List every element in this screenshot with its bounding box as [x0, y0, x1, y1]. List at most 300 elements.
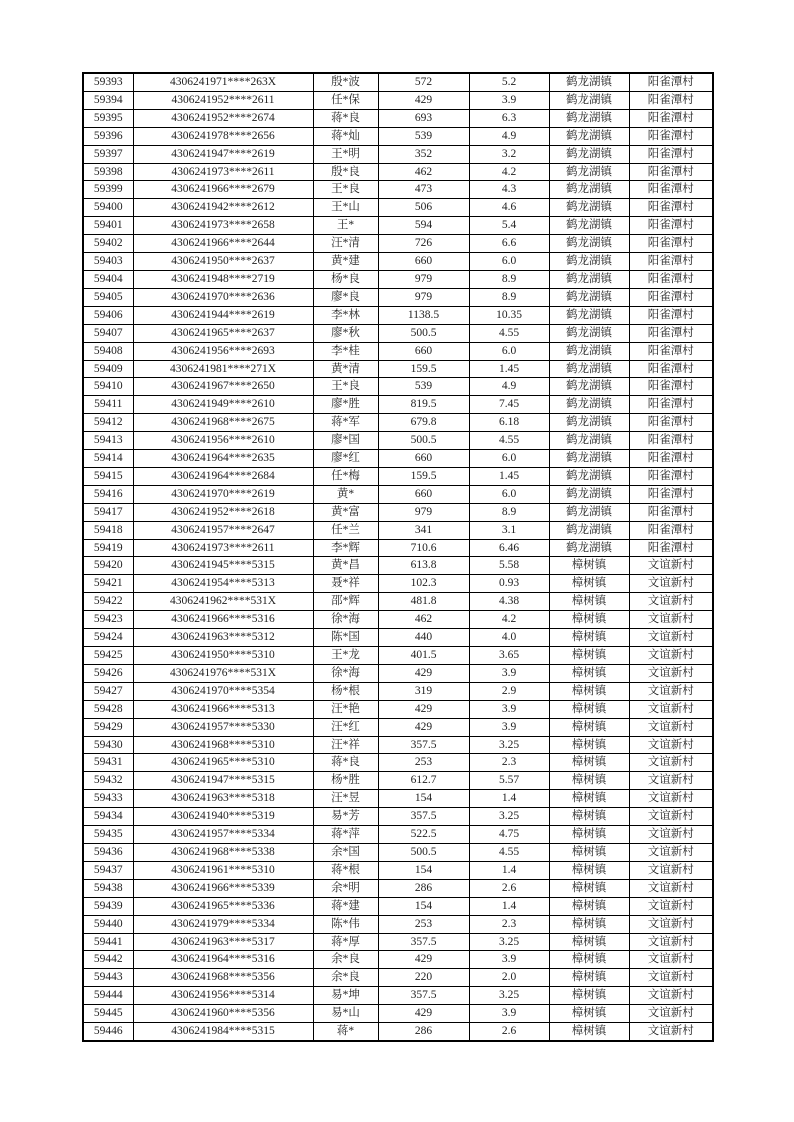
sequence-number-cell: 59435	[83, 826, 133, 844]
masked-name-cell: 陈*国	[313, 629, 378, 647]
table-row	[83, 432, 713, 450]
table-row	[83, 915, 713, 933]
town-cell: 鹤龙湖镇	[549, 163, 629, 181]
table-row	[83, 826, 713, 844]
masked-name-cell: 廖*秋	[313, 324, 378, 342]
amount-value-cell: 726	[378, 235, 469, 253]
town-cell: 樟树镇	[549, 969, 629, 987]
town-cell: 鹤龙湖镇	[549, 217, 629, 235]
masked-id-cell: 4306241965****5310	[133, 754, 313, 772]
masked-id-cell: 4306241979****5334	[133, 915, 313, 933]
sequence-number-cell: 59393	[83, 73, 133, 91]
sequence-number-cell: 59445	[83, 1005, 133, 1023]
amount-value-cell: 660	[378, 253, 469, 271]
masked-name-cell: 汪*祥	[313, 736, 378, 754]
sequence-number-cell: 59446	[83, 1023, 133, 1041]
amount-value-cell: 693	[378, 109, 469, 127]
masked-id-cell: 4306241952****2674	[133, 109, 313, 127]
amount-value-cell: 660	[378, 450, 469, 468]
village-cell: 阳雀潭村	[629, 360, 713, 378]
masked-id-cell: 4306241964****5316	[133, 951, 313, 969]
secondary-value-cell: 5.2	[469, 73, 549, 91]
masked-id-cell: 4306241956****2610	[133, 432, 313, 450]
masked-id-cell: 4306241956****5314	[133, 987, 313, 1005]
amount-value-cell: 710.6	[378, 539, 469, 557]
masked-name-cell: 余*良	[313, 951, 378, 969]
masked-id-cell: 4306241973****2611	[133, 163, 313, 181]
masked-name-cell: 蒋*建	[313, 897, 378, 915]
sequence-number-cell: 59423	[83, 611, 133, 629]
amount-value-cell: 341	[378, 521, 469, 539]
masked-name-cell: 廖*良	[313, 288, 378, 306]
town-cell: 鹤龙湖镇	[549, 396, 629, 414]
amount-value-cell: 481.8	[378, 593, 469, 611]
amount-value-cell: 979	[378, 503, 469, 521]
sequence-number-cell: 59416	[83, 485, 133, 503]
village-cell: 文谊新村	[629, 915, 713, 933]
masked-id-cell: 4306241967****2650	[133, 378, 313, 396]
town-cell: 樟树镇	[549, 682, 629, 700]
sequence-number-cell: 59438	[83, 879, 133, 897]
masked-name-cell: 蒋*灿	[313, 127, 378, 145]
table-row	[83, 879, 713, 897]
amount-value-cell: 819.5	[378, 396, 469, 414]
village-cell: 文谊新村	[629, 879, 713, 897]
masked-id-cell: 4306241957****5334	[133, 826, 313, 844]
masked-name-cell: 李*林	[313, 306, 378, 324]
town-cell: 樟树镇	[549, 557, 629, 575]
table-row	[83, 163, 713, 181]
secondary-value-cell: 10.35	[469, 306, 549, 324]
secondary-value-cell: 6.18	[469, 414, 549, 432]
secondary-value-cell: 4.6	[469, 199, 549, 217]
amount-value-cell: 500.5	[378, 432, 469, 450]
secondary-value-cell: 2.9	[469, 682, 549, 700]
sequence-number-cell: 59434	[83, 808, 133, 826]
amount-value-cell: 401.5	[378, 647, 469, 665]
village-cell: 阳雀潭村	[629, 396, 713, 414]
table-row	[83, 450, 713, 468]
masked-name-cell: 余*国	[313, 843, 378, 861]
masked-name-cell: 蒋*萍	[313, 826, 378, 844]
village-cell: 阳雀潭村	[629, 503, 713, 521]
masked-id-cell: 4306241942****2612	[133, 199, 313, 217]
masked-id-cell: 4306241966****2679	[133, 181, 313, 199]
masked-id-cell: 4306241956****2693	[133, 342, 313, 360]
sequence-number-cell: 59417	[83, 503, 133, 521]
masked-name-cell: 陈*伟	[313, 915, 378, 933]
masked-id-cell: 4306241966****5339	[133, 879, 313, 897]
sequence-number-cell: 59422	[83, 593, 133, 611]
village-cell: 阳雀潭村	[629, 306, 713, 324]
sequence-number-cell: 59424	[83, 629, 133, 647]
village-cell: 阳雀潭村	[629, 342, 713, 360]
sequence-number-cell: 59429	[83, 718, 133, 736]
town-cell: 鹤龙湖镇	[549, 360, 629, 378]
amount-value-cell: 500.5	[378, 324, 469, 342]
secondary-value-cell: 8.9	[469, 503, 549, 521]
masked-id-cell: 4306241952****2611	[133, 91, 313, 109]
secondary-value-cell: 1.4	[469, 897, 549, 915]
masked-id-cell: 4306241984****5315	[133, 1023, 313, 1041]
sequence-number-cell: 59407	[83, 324, 133, 342]
town-cell: 樟树镇	[549, 611, 629, 629]
town-cell: 樟树镇	[549, 879, 629, 897]
table-row	[83, 127, 713, 145]
masked-name-cell: 任*兰	[313, 521, 378, 539]
town-cell: 鹤龙湖镇	[549, 288, 629, 306]
town-cell: 樟树镇	[549, 933, 629, 951]
secondary-value-cell: 1.45	[469, 360, 549, 378]
secondary-value-cell: 3.25	[469, 808, 549, 826]
table-row	[83, 145, 713, 163]
sequence-number-cell: 59398	[83, 163, 133, 181]
town-cell: 樟树镇	[549, 700, 629, 718]
town-cell: 樟树镇	[549, 897, 629, 915]
village-cell: 文谊新村	[629, 575, 713, 593]
sequence-number-cell: 59402	[83, 235, 133, 253]
sequence-number-cell: 59396	[83, 127, 133, 145]
secondary-value-cell: 2.0	[469, 969, 549, 987]
secondary-value-cell: 4.55	[469, 324, 549, 342]
masked-name-cell: 李*桂	[313, 342, 378, 360]
masked-name-cell: 余*良	[313, 969, 378, 987]
masked-name-cell: 邵*辉	[313, 593, 378, 611]
amount-value-cell: 539	[378, 127, 469, 145]
secondary-value-cell: 1.4	[469, 790, 549, 808]
sequence-number-cell: 59443	[83, 969, 133, 987]
sequence-number-cell: 59397	[83, 145, 133, 163]
village-cell: 阳雀潭村	[629, 145, 713, 163]
table-row	[83, 181, 713, 199]
masked-id-cell: 4306241949****2610	[133, 396, 313, 414]
village-cell: 阳雀潭村	[629, 163, 713, 181]
town-cell: 樟树镇	[549, 754, 629, 772]
secondary-value-cell: 3.9	[469, 951, 549, 969]
masked-id-cell: 4306241940****5319	[133, 808, 313, 826]
table-row	[83, 790, 713, 808]
table-row	[83, 109, 713, 127]
town-cell: 樟树镇	[549, 664, 629, 682]
masked-id-cell: 4306241966****5313	[133, 700, 313, 718]
amount-value-cell: 357.5	[378, 933, 469, 951]
town-cell: 樟树镇	[549, 1005, 629, 1023]
table-row	[83, 611, 713, 629]
table-row	[83, 933, 713, 951]
secondary-value-cell: 3.9	[469, 700, 549, 718]
amount-value-cell: 319	[378, 682, 469, 700]
amount-value-cell: 462	[378, 611, 469, 629]
village-cell: 阳雀潭村	[629, 378, 713, 396]
masked-id-cell: 4306241964****2684	[133, 467, 313, 485]
town-cell: 鹤龙湖镇	[549, 235, 629, 253]
amount-value-cell: 357.5	[378, 987, 469, 1005]
masked-name-cell: 蒋*厚	[313, 933, 378, 951]
table-row	[83, 324, 713, 342]
sequence-number-cell: 59404	[83, 270, 133, 288]
sequence-number-cell: 59408	[83, 342, 133, 360]
village-cell: 文谊新村	[629, 647, 713, 665]
masked-id-cell: 4306241944****2619	[133, 306, 313, 324]
sequence-number-cell: 59428	[83, 700, 133, 718]
table-row	[83, 557, 713, 575]
village-cell: 阳雀潭村	[629, 73, 713, 91]
masked-name-cell: 黄*富	[313, 503, 378, 521]
town-cell: 鹤龙湖镇	[549, 378, 629, 396]
masked-id-cell: 4306241963****5317	[133, 933, 313, 951]
masked-id-cell: 4306241945****5315	[133, 557, 313, 575]
secondary-value-cell: 3.25	[469, 987, 549, 1005]
masked-id-cell: 4306241960****5356	[133, 1005, 313, 1023]
town-cell: 鹤龙湖镇	[549, 145, 629, 163]
table-row	[83, 521, 713, 539]
village-cell: 阳雀潭村	[629, 521, 713, 539]
table-row	[83, 987, 713, 1005]
masked-name-cell: 王*明	[313, 145, 378, 163]
village-cell: 文谊新村	[629, 700, 713, 718]
secondary-value-cell: 3.25	[469, 736, 549, 754]
table-row	[83, 647, 713, 665]
amount-value-cell: 429	[378, 1005, 469, 1023]
town-cell: 鹤龙湖镇	[549, 467, 629, 485]
amount-value-cell: 154	[378, 861, 469, 879]
sequence-number-cell: 59414	[83, 450, 133, 468]
secondary-value-cell: 6.0	[469, 485, 549, 503]
masked-id-cell: 4306241968****5310	[133, 736, 313, 754]
sequence-number-cell: 59421	[83, 575, 133, 593]
sequence-number-cell: 59427	[83, 682, 133, 700]
secondary-value-cell: 7.45	[469, 396, 549, 414]
masked-name-cell: 易*芳	[313, 808, 378, 826]
secondary-value-cell: 4.55	[469, 432, 549, 450]
village-cell: 阳雀潭村	[629, 181, 713, 199]
village-cell: 文谊新村	[629, 682, 713, 700]
table-row	[83, 91, 713, 109]
amount-value-cell: 660	[378, 342, 469, 360]
table-row	[83, 736, 713, 754]
town-cell: 樟树镇	[549, 593, 629, 611]
table-row	[83, 485, 713, 503]
masked-id-cell: 4306241981****271X	[133, 360, 313, 378]
town-cell: 鹤龙湖镇	[549, 73, 629, 91]
table-row	[83, 396, 713, 414]
village-cell: 阳雀潭村	[629, 414, 713, 432]
town-cell: 鹤龙湖镇	[549, 306, 629, 324]
table-row	[83, 808, 713, 826]
masked-name-cell: 廖*国	[313, 432, 378, 450]
sequence-number-cell: 59425	[83, 647, 133, 665]
table-row	[83, 969, 713, 987]
masked-name-cell: 杨*根	[313, 682, 378, 700]
masked-id-cell: 4306241970****5354	[133, 682, 313, 700]
masked-id-cell: 4306241947****5315	[133, 772, 313, 790]
masked-id-cell: 4306241957****2647	[133, 521, 313, 539]
sequence-number-cell: 59431	[83, 754, 133, 772]
village-cell: 文谊新村	[629, 843, 713, 861]
village-cell: 文谊新村	[629, 1023, 713, 1041]
village-cell: 文谊新村	[629, 861, 713, 879]
secondary-value-cell: 2.3	[469, 754, 549, 772]
amount-value-cell: 102.3	[378, 575, 469, 593]
amount-value-cell: 286	[378, 1023, 469, 1041]
amount-value-cell: 660	[378, 485, 469, 503]
table-row	[83, 629, 713, 647]
amount-value-cell: 352	[378, 145, 469, 163]
town-cell: 樟树镇	[549, 843, 629, 861]
sequence-number-cell: 59426	[83, 664, 133, 682]
town-cell: 樟树镇	[549, 1023, 629, 1041]
secondary-value-cell: 3.65	[469, 647, 549, 665]
masked-id-cell: 4306241965****5336	[133, 897, 313, 915]
masked-id-cell: 4306241968****2675	[133, 414, 313, 432]
table-row	[83, 253, 713, 271]
town-cell: 樟树镇	[549, 772, 629, 790]
masked-name-cell: 汪*艳	[313, 700, 378, 718]
secondary-value-cell: 4.55	[469, 843, 549, 861]
amount-value-cell: 429	[378, 91, 469, 109]
village-cell: 阳雀潭村	[629, 450, 713, 468]
sequence-number-cell: 59442	[83, 951, 133, 969]
town-cell: 鹤龙湖镇	[549, 181, 629, 199]
masked-id-cell: 4306241970****2636	[133, 288, 313, 306]
table-row	[83, 539, 713, 557]
town-cell: 鹤龙湖镇	[549, 503, 629, 521]
masked-id-cell: 4306241965****2637	[133, 324, 313, 342]
masked-name-cell: 蒋*根	[313, 861, 378, 879]
amount-value-cell: 539	[378, 378, 469, 396]
secondary-value-cell: 2.6	[469, 1023, 549, 1041]
secondary-value-cell: 5.58	[469, 557, 549, 575]
town-cell: 鹤龙湖镇	[549, 432, 629, 450]
town-cell: 鹤龙湖镇	[549, 109, 629, 127]
amount-value-cell: 429	[378, 718, 469, 736]
village-cell: 文谊新村	[629, 951, 713, 969]
sequence-number-cell: 59405	[83, 288, 133, 306]
table-row	[83, 754, 713, 772]
town-cell: 鹤龙湖镇	[549, 485, 629, 503]
village-cell: 阳雀潭村	[629, 217, 713, 235]
masked-name-cell: 黄*	[313, 485, 378, 503]
amount-value-cell: 979	[378, 270, 469, 288]
masked-name-cell: 杨*胜	[313, 772, 378, 790]
secondary-value-cell: 4.2	[469, 163, 549, 181]
table-row	[83, 664, 713, 682]
sequence-number-cell: 59436	[83, 843, 133, 861]
masked-name-cell: 徐*海	[313, 611, 378, 629]
secondary-value-cell: 3.1	[469, 521, 549, 539]
secondary-value-cell: 6.0	[469, 450, 549, 468]
table-row	[83, 288, 713, 306]
village-cell: 文谊新村	[629, 664, 713, 682]
town-cell: 樟树镇	[549, 951, 629, 969]
masked-id-cell: 4306241961****5310	[133, 861, 313, 879]
town-cell: 鹤龙湖镇	[549, 199, 629, 217]
masked-id-cell: 4306241973****2611	[133, 539, 313, 557]
table-row	[83, 414, 713, 432]
table-row	[83, 897, 713, 915]
masked-id-cell: 4306241966****2644	[133, 235, 313, 253]
sequence-number-cell: 59403	[83, 253, 133, 271]
sequence-number-cell: 59441	[83, 933, 133, 951]
secondary-value-cell: 8.9	[469, 270, 549, 288]
masked-name-cell: 黄*建	[313, 253, 378, 271]
sequence-number-cell: 59394	[83, 91, 133, 109]
table-row	[83, 467, 713, 485]
masked-name-cell: 汪*清	[313, 235, 378, 253]
secondary-value-cell: 4.3	[469, 181, 549, 199]
table-row	[83, 1023, 713, 1041]
sequence-number-cell: 59409	[83, 360, 133, 378]
masked-name-cell: 殷*良	[313, 163, 378, 181]
sequence-number-cell: 59413	[83, 432, 133, 450]
amount-value-cell: 979	[378, 288, 469, 306]
masked-name-cell: 王*山	[313, 199, 378, 217]
secondary-value-cell: 6.46	[469, 539, 549, 557]
masked-name-cell: 黄*清	[313, 360, 378, 378]
town-cell: 樟树镇	[549, 861, 629, 879]
amount-value-cell: 522.5	[378, 826, 469, 844]
masked-name-cell: 余*明	[313, 879, 378, 897]
town-cell: 樟树镇	[549, 808, 629, 826]
masked-id-cell: 4306241971****263X	[133, 73, 313, 91]
masked-name-cell: 廖*胜	[313, 396, 378, 414]
masked-name-cell: 廖*红	[313, 450, 378, 468]
amount-value-cell: 462	[378, 163, 469, 181]
secondary-value-cell: 4.38	[469, 593, 549, 611]
table-row	[83, 360, 713, 378]
secondary-value-cell: 3.9	[469, 664, 549, 682]
table-row	[83, 73, 713, 91]
sequence-number-cell: 59430	[83, 736, 133, 754]
town-cell: 鹤龙湖镇	[549, 342, 629, 360]
secondary-value-cell: 6.0	[469, 253, 549, 271]
sequence-number-cell: 59420	[83, 557, 133, 575]
secondary-value-cell: 4.2	[469, 611, 549, 629]
sequence-number-cell: 59411	[83, 396, 133, 414]
village-cell: 文谊新村	[629, 611, 713, 629]
amount-value-cell: 429	[378, 951, 469, 969]
masked-name-cell: 王*	[313, 217, 378, 235]
town-cell: 鹤龙湖镇	[549, 414, 629, 432]
masked-name-cell: 蒋*良	[313, 109, 378, 127]
sequence-number-cell: 59432	[83, 772, 133, 790]
village-cell: 阳雀潭村	[629, 485, 713, 503]
village-cell: 文谊新村	[629, 897, 713, 915]
amount-value-cell: 613.8	[378, 557, 469, 575]
village-cell: 文谊新村	[629, 736, 713, 754]
table-row	[83, 217, 713, 235]
table-row	[83, 772, 713, 790]
village-cell: 文谊新村	[629, 808, 713, 826]
table-row	[83, 199, 713, 217]
village-cell: 文谊新村	[629, 754, 713, 772]
table-row	[83, 843, 713, 861]
amount-value-cell: 159.5	[378, 360, 469, 378]
village-cell: 文谊新村	[629, 826, 713, 844]
secondary-value-cell: 2.3	[469, 915, 549, 933]
village-cell: 文谊新村	[629, 772, 713, 790]
masked-id-cell: 4306241962****531X	[133, 593, 313, 611]
secondary-value-cell: 3.9	[469, 1005, 549, 1023]
masked-name-cell: 易*山	[313, 1005, 378, 1023]
town-cell: 鹤龙湖镇	[549, 521, 629, 539]
amount-value-cell: 357.5	[378, 736, 469, 754]
secondary-value-cell: 8.9	[469, 288, 549, 306]
secondary-value-cell: 3.9	[469, 718, 549, 736]
secondary-value-cell: 1.4	[469, 861, 549, 879]
masked-name-cell: 易*坤	[313, 987, 378, 1005]
amount-value-cell: 506	[378, 199, 469, 217]
